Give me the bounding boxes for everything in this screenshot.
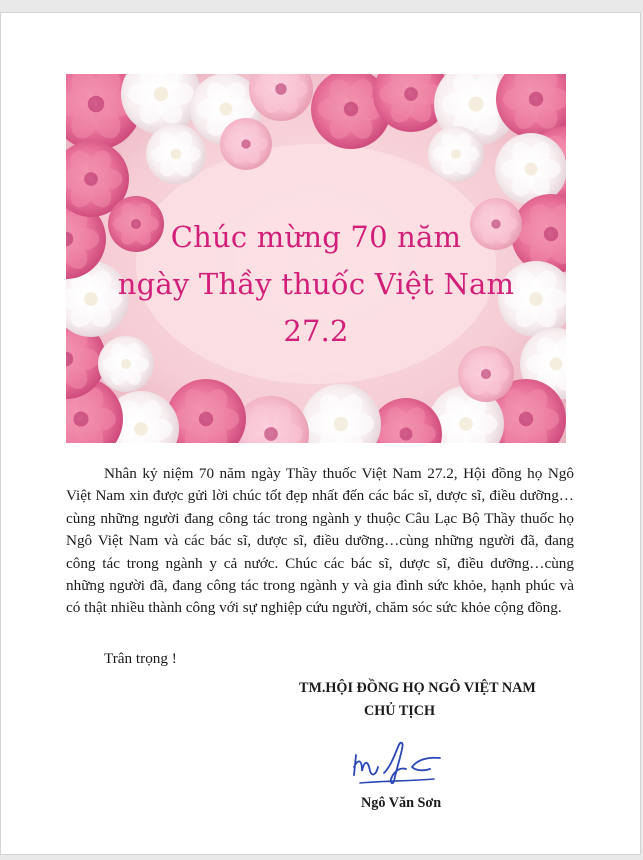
signer-name: Ngô Văn Sơn — [361, 795, 442, 811]
signoff-organization: TM.HỘI ĐỒNG HỌ NGÔ VIỆT NAM — [299, 680, 536, 696]
banner-title-line-2: ngày Thầy thuốc Việt Nam — [117, 267, 515, 301]
banner-title-line-1: Chúc mừng 70 năm — [170, 220, 462, 254]
banner-title-line-3: 27.2 — [283, 314, 349, 348]
handwritten-signature — [350, 737, 450, 789]
letter-body: Nhân kỷ niệm 70 năm ngày Thầy thuốc Việt Nam 27.2, Hội đồng họ Ngô Việt Nam xin được gửi lời chúc tốt đẹp nhất đến các bác sĩ, dược sĩ, điều dưỡng…cùng những người đang công tác trong ngành y thuộc Câu Lạc Bộ Thầy thuốc họ Ngô Việt Nam và các bác sĩ, dược sĩ, điều dưỡng…cùng những người đã, đang công tác trong ngành y cả nước. Chúc các bác sĩ, dược sĩ, điều dưỡng…cùng những người đã, đang công tác trong ngành y và gia đình sức khỏe, hạnh phúc và có thật nhiều thành công với sự nghiệp cứu người, chăm sóc sức khỏe cộng đồng. — [66, 465, 574, 617]
letter-closing: Trân trọng ! — [104, 650, 177, 667]
signoff-title: CHỦ TỊCH — [364, 703, 436, 719]
document-page — [0, 12, 641, 855]
greeting-banner-image — [66, 74, 566, 443]
flower-frame-illustration — [66, 74, 566, 443]
